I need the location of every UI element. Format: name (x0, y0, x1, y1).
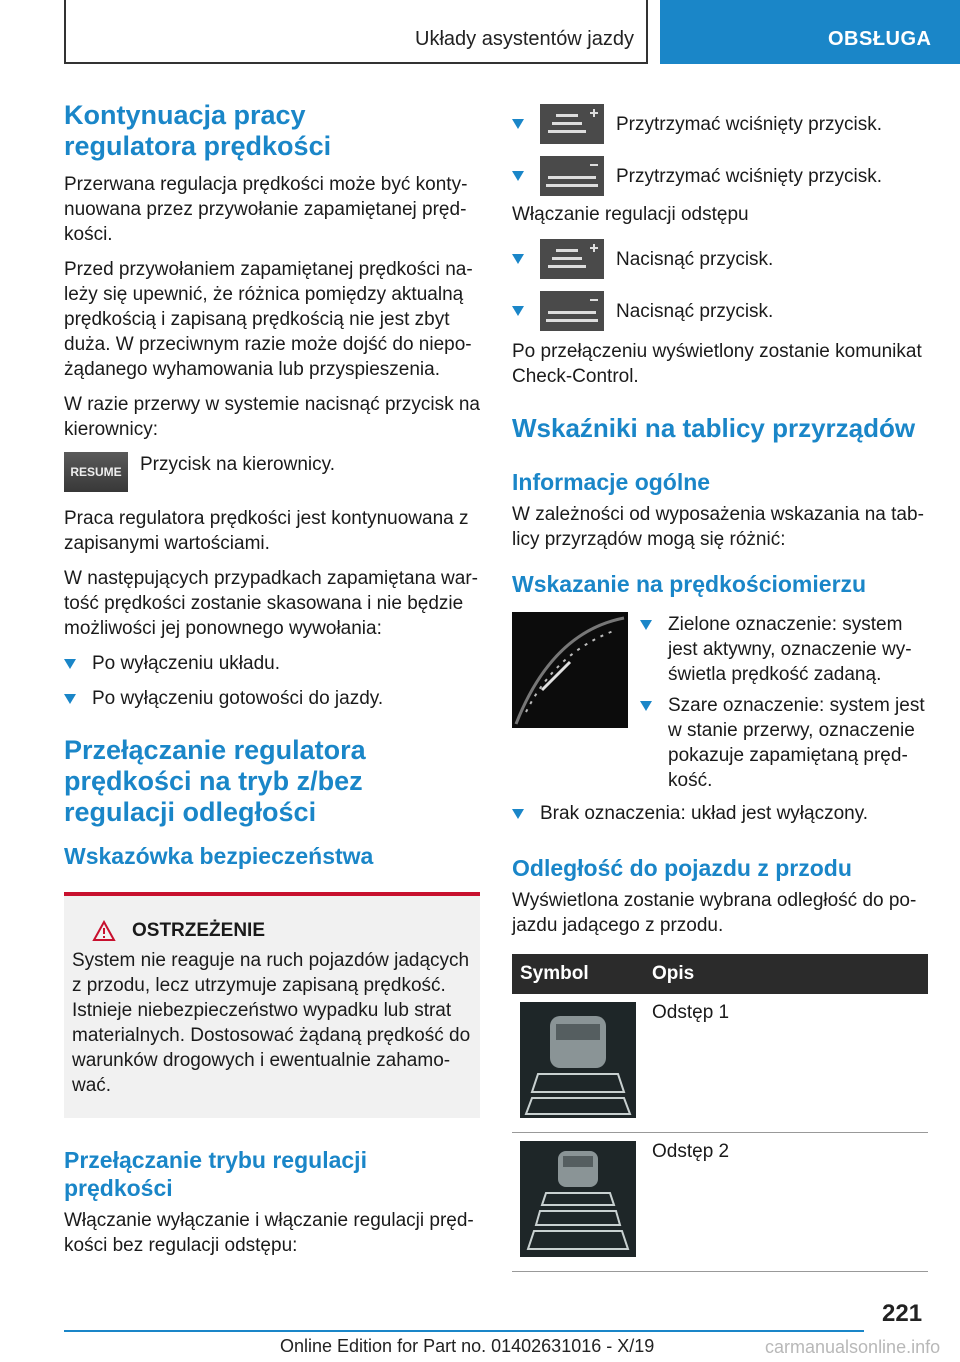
table-row: Odstęp 2 (512, 1133, 928, 1272)
warning-title: OSTRZEŻENIE (132, 920, 266, 941)
heading-mode: Przełączanie trybu regulacji prędkości (64, 1147, 367, 1201)
section-title: OBSŁUGA (828, 28, 932, 50)
bullet-triangle-icon (512, 306, 524, 316)
bullet-triangle-icon (640, 701, 652, 711)
footer-divider (64, 1330, 864, 1332)
bullet-triangle-icon (640, 620, 652, 630)
heading-indicators: Wskaźniki na tablicy przyrządów (512, 413, 916, 443)
paragraph-5: W następujących przypadkach zapamiętana wartość prędkości zostanie skasowana i nie będzie możliwości jej ponownego wywołania: (64, 568, 478, 639)
resume-button-image (64, 452, 128, 492)
list-item: Przytrzymać wciśnięty przycisk. (512, 156, 928, 196)
distance-table (512, 954, 928, 1272)
list-item: Po wyłączeniu gotowości do jazdy. (64, 686, 480, 711)
resume-text: Przycisk na kierownicy. (140, 454, 335, 475)
table-row: Odstęp 1 (512, 994, 928, 1133)
distance-increase-button-icon (540, 104, 604, 144)
heading-speedometer: Wskazanie na prędkościomierzu (512, 571, 867, 597)
col-desc: Opis (644, 954, 928, 994)
resume-row (64, 452, 480, 492)
distance-text: Wyświetlona zostanie wybrana odległość do pojazdu jadącego z przodu. (512, 890, 917, 936)
bullet-triangle-icon (512, 809, 524, 819)
paragraph-6: Włączanie wyłączanie i włączanie regulacji prędkości bez regulacji odstępu: (64, 1210, 474, 1256)
header-section-box (660, 0, 960, 64)
chapter-title: Układy asystentów jazdy (415, 28, 634, 50)
distance-increase-button-icon (540, 239, 604, 279)
heading-continue: Kontynuacja pracy regulatora prędkości (64, 100, 332, 161)
list-item: Nacisnąć przycisk. (512, 239, 928, 279)
paragraph-3: W razie przerwy w systemie nacisnąć przycisk na kierownicy: (64, 394, 480, 440)
distance-on-text: Włączanie regulacji odstępu (512, 204, 749, 225)
heading-switch: Przełączanie regulatora prędkości na tryb z/bez regulacji odległości (64, 735, 366, 827)
paragraph-1: Przerwana regulacja prędkości może być kontynuowana przez przywołanie zapamiętanej prędkości. (64, 174, 468, 245)
list-item: Szare oznaczenie: system jest w stanie przerwy, oznaczenie pokazuje zapamiętaną prędkość. (640, 693, 928, 793)
page-number: 221 (882, 1300, 923, 1327)
bullet-triangle-icon (64, 659, 76, 669)
list-item: Zielone oznaczenie: system jest aktywny, oznaczenie wyświetla prędkość zadaną. (640, 612, 928, 687)
warning-triangle-icon (92, 920, 116, 942)
list-item: Po wyłączeniu układu. (64, 651, 480, 676)
bullet-triangle-icon (64, 694, 76, 704)
bullet-triangle-icon (512, 171, 524, 181)
distance-1-image (520, 1002, 636, 1118)
list-item: Brak oznaczenia: układ jest wyłączony. (512, 801, 928, 826)
speedometer-image (512, 612, 628, 728)
paragraph-4: Praca regulatora prędkości jest kontynuowana z zapisanymi wartościami. (64, 508, 469, 554)
distance-2-image (520, 1141, 636, 1257)
after-switch-text: Po przełączeniu wyświetlony zostanie komunikat Check-Control. (512, 341, 922, 387)
left-column (64, 100, 480, 1258)
distance-decrease-button-icon (540, 291, 604, 331)
warning-text: System nie reaguje na ruch pojazdów jadących z przodu, lecz utrzymuje zapisaną prędkość. Istnieje niebezpieczeństwo wypadku lub strat materialnych. Dostosować żądaną prędkość do warunków drogowych i ewentualnie zahamować. (72, 950, 471, 1096)
heading-general: Informacje ogólne (512, 469, 711, 495)
heading-safety: Wskazówka bezpieczeństwa (64, 843, 374, 869)
paragraph-2: Przed przywołaniem zapamiętanej prędkości należy się upewnić, że różnica pomiędzy aktualną prędkością i zapisaną prędkością nie jest zbyt duża. W przeciwnym razie może dojść do niepożądanego wyhamowania lub przyspieszenia. (64, 259, 473, 380)
watermark: carmanualsonline.info (765, 1337, 941, 1357)
bullet-triangle-icon (512, 119, 524, 129)
bullet-triangle-icon (512, 254, 524, 264)
list-item: Przytrzymać wciśnięty przycisk. (512, 104, 928, 144)
header-chapter-box (64, 0, 648, 64)
general-text: W zależności od wyposażenia wskazania na tablicy przyrządów mogą się różnić: (512, 504, 924, 550)
list-item: Nacisnąć przycisk. (512, 291, 928, 331)
distance-decrease-button-icon (540, 156, 604, 196)
col-symbol: Symbol (512, 954, 644, 994)
speedometer-row (512, 612, 928, 793)
right-column (512, 100, 928, 1272)
resume-button-label: RESUME (70, 465, 122, 479)
heading-distance: Odległość do pojazdu z przodu (512, 855, 852, 881)
edition-text: Online Edition for Part no. 01402631016 - X/19 (280, 1336, 655, 1356)
warning-box (64, 892, 480, 1118)
